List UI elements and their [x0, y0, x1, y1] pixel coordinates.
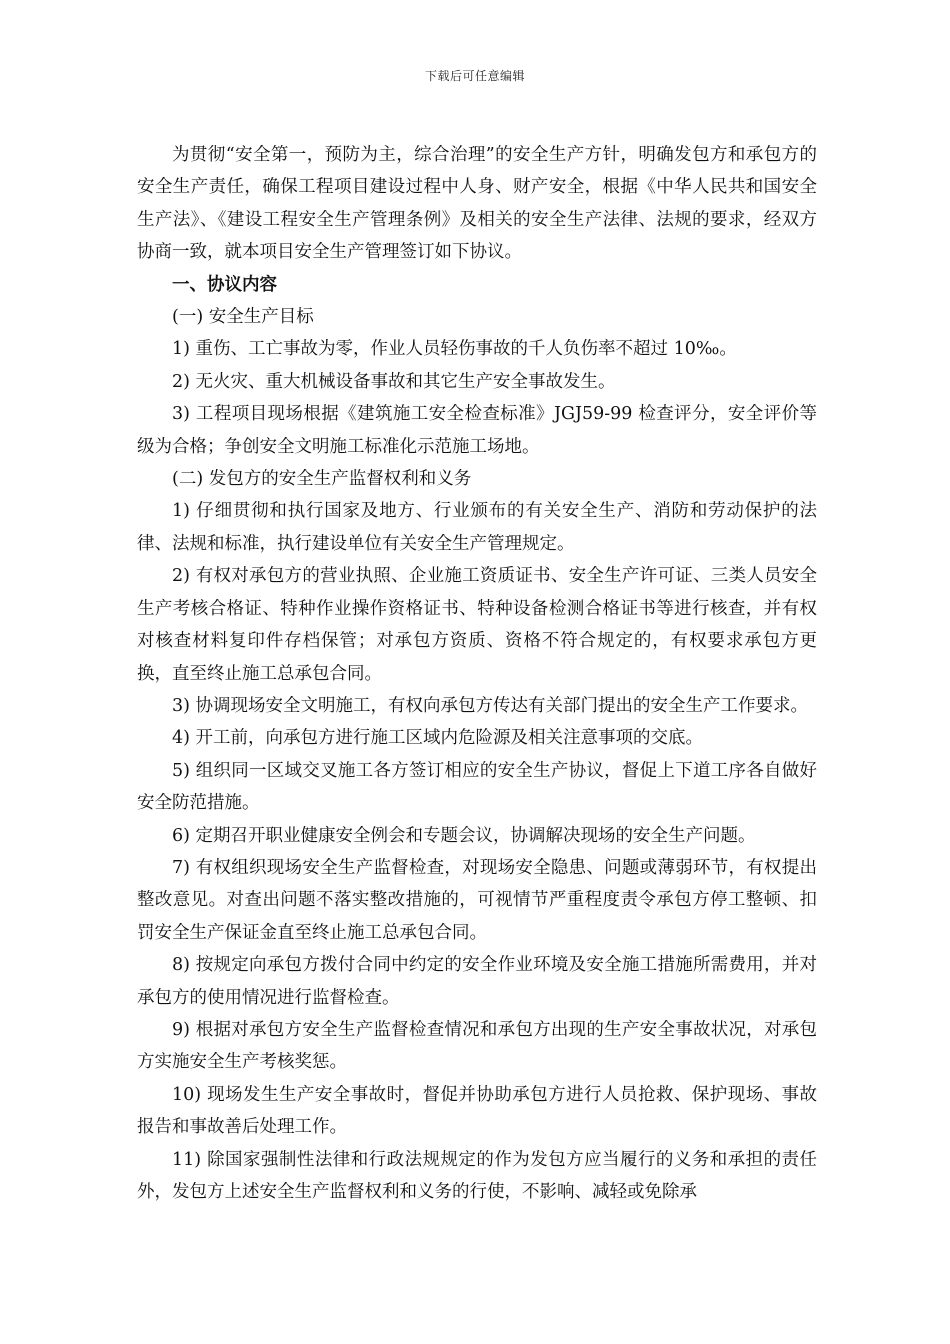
paragraph: 9) 根据对承包方安全生产监督检查情况和承包方出现的生产安全事故状况，对承包方实施安全生产考核奖惩。 [137, 1019, 817, 1073]
paragraph: 6) 定期召开职业健康安全例会和专题会议，协调解决现场的安全生产问题。 [172, 825, 756, 846]
paragraph: 11) 除国家强制性法律和行政法规规定的作为发包方应当履行的义务和承担的责任外，发包方上述安全生产监督权利和义务的行使，不影响、减轻或免除承 [137, 1149, 817, 1202]
paragraph: 7) 有权组织现场安全生产监督检查，对现场安全隐患、问题或薄弱环节，有权提出整改意见。对查出问题不落实整改措施的，可视情节严重程度责令承包方停工整顿、扣罚安全生产保证金直至终止施工总承包合同。 [137, 857, 817, 943]
paragraph: 2) 有权对承包方的营业执照、企业施工资质证书、安全生产许可证、三类人员安全生产考核合格证、特种作业操作资格证书、特种设备检测合格证书等进行核查，并有权对核查材料复印件存档保管；对承包方资质、资格不符合规定的，有权要求承包方更换，直至终止施工总承包合同。 [137, 566, 817, 684]
subsection-heading: (一) 安全生产目标 [172, 307, 314, 328]
paragraph: 10) 现场发生生产安全事故时，督促并协助承包方进行人员抢救、保护现场、事故报告和事故善后处理工作。 [137, 1084, 817, 1138]
header-note: 下载后可任意编辑 [424, 69, 525, 83]
paragraph: 1) 重伤、工亡事故为零，作业人员轻伤事故的千人负伤率不超过 10‰。 [172, 339, 737, 360]
document-body [137, 139, 817, 1208]
subsection-heading: (二) 发包方的安全生产监督权利和义务 [172, 469, 472, 490]
paragraph: 5) 组织同一区域交叉施工各方签订相应的安全生产协议，督促上下道工序各自做好安全防范措施。 [137, 760, 817, 814]
section-heading: 一、协议内容 [172, 274, 277, 295]
paragraph: 3) 协调现场安全文明施工，有权向承包方传达有关部门提出的安全生产工作要求。 [172, 695, 809, 716]
intro-paragraph: 为贯彻“安全第一，预防为主，综合治理”的安全生产方针，明确发包方和承包方的安全生产责任，确保工程项目建设过程中人身、财产安全，根据《中华人民共和国安全生产法》、《建设工程安全生产管理条例》及相关的安全生产法律、法规的要求，经双方协商一致，就本项目安全生产管理签订如下协议。 [137, 145, 817, 263]
paragraph: 8) 按规定向承包方拨付合同中约定的安全作业环境及安全施工措施所需费用，并对承包方的使用情况进行监督检查。 [137, 955, 817, 1008]
paragraph: 2) 无火灾、重大机械设备事故和其它生产安全事故发生。 [172, 371, 616, 392]
paragraph: 1) 仔细贯彻和执行国家及地方、行业颁布的有关安全生产、消防和劳动保护的法律、法规和标准，执行建设单位有关安全生产管理规定。 [137, 501, 817, 554]
paragraph: 3) 工程项目现场根据《建筑施工安全检查标准》JGJ59-99 检查评分，安全评价等级为合格；争创安全文明施工标准化示范施工场地。 [137, 404, 817, 457]
paragraph: 4) 开工前，向承包方进行施工区域内危险源及相关注意事项的交底。 [172, 728, 704, 749]
